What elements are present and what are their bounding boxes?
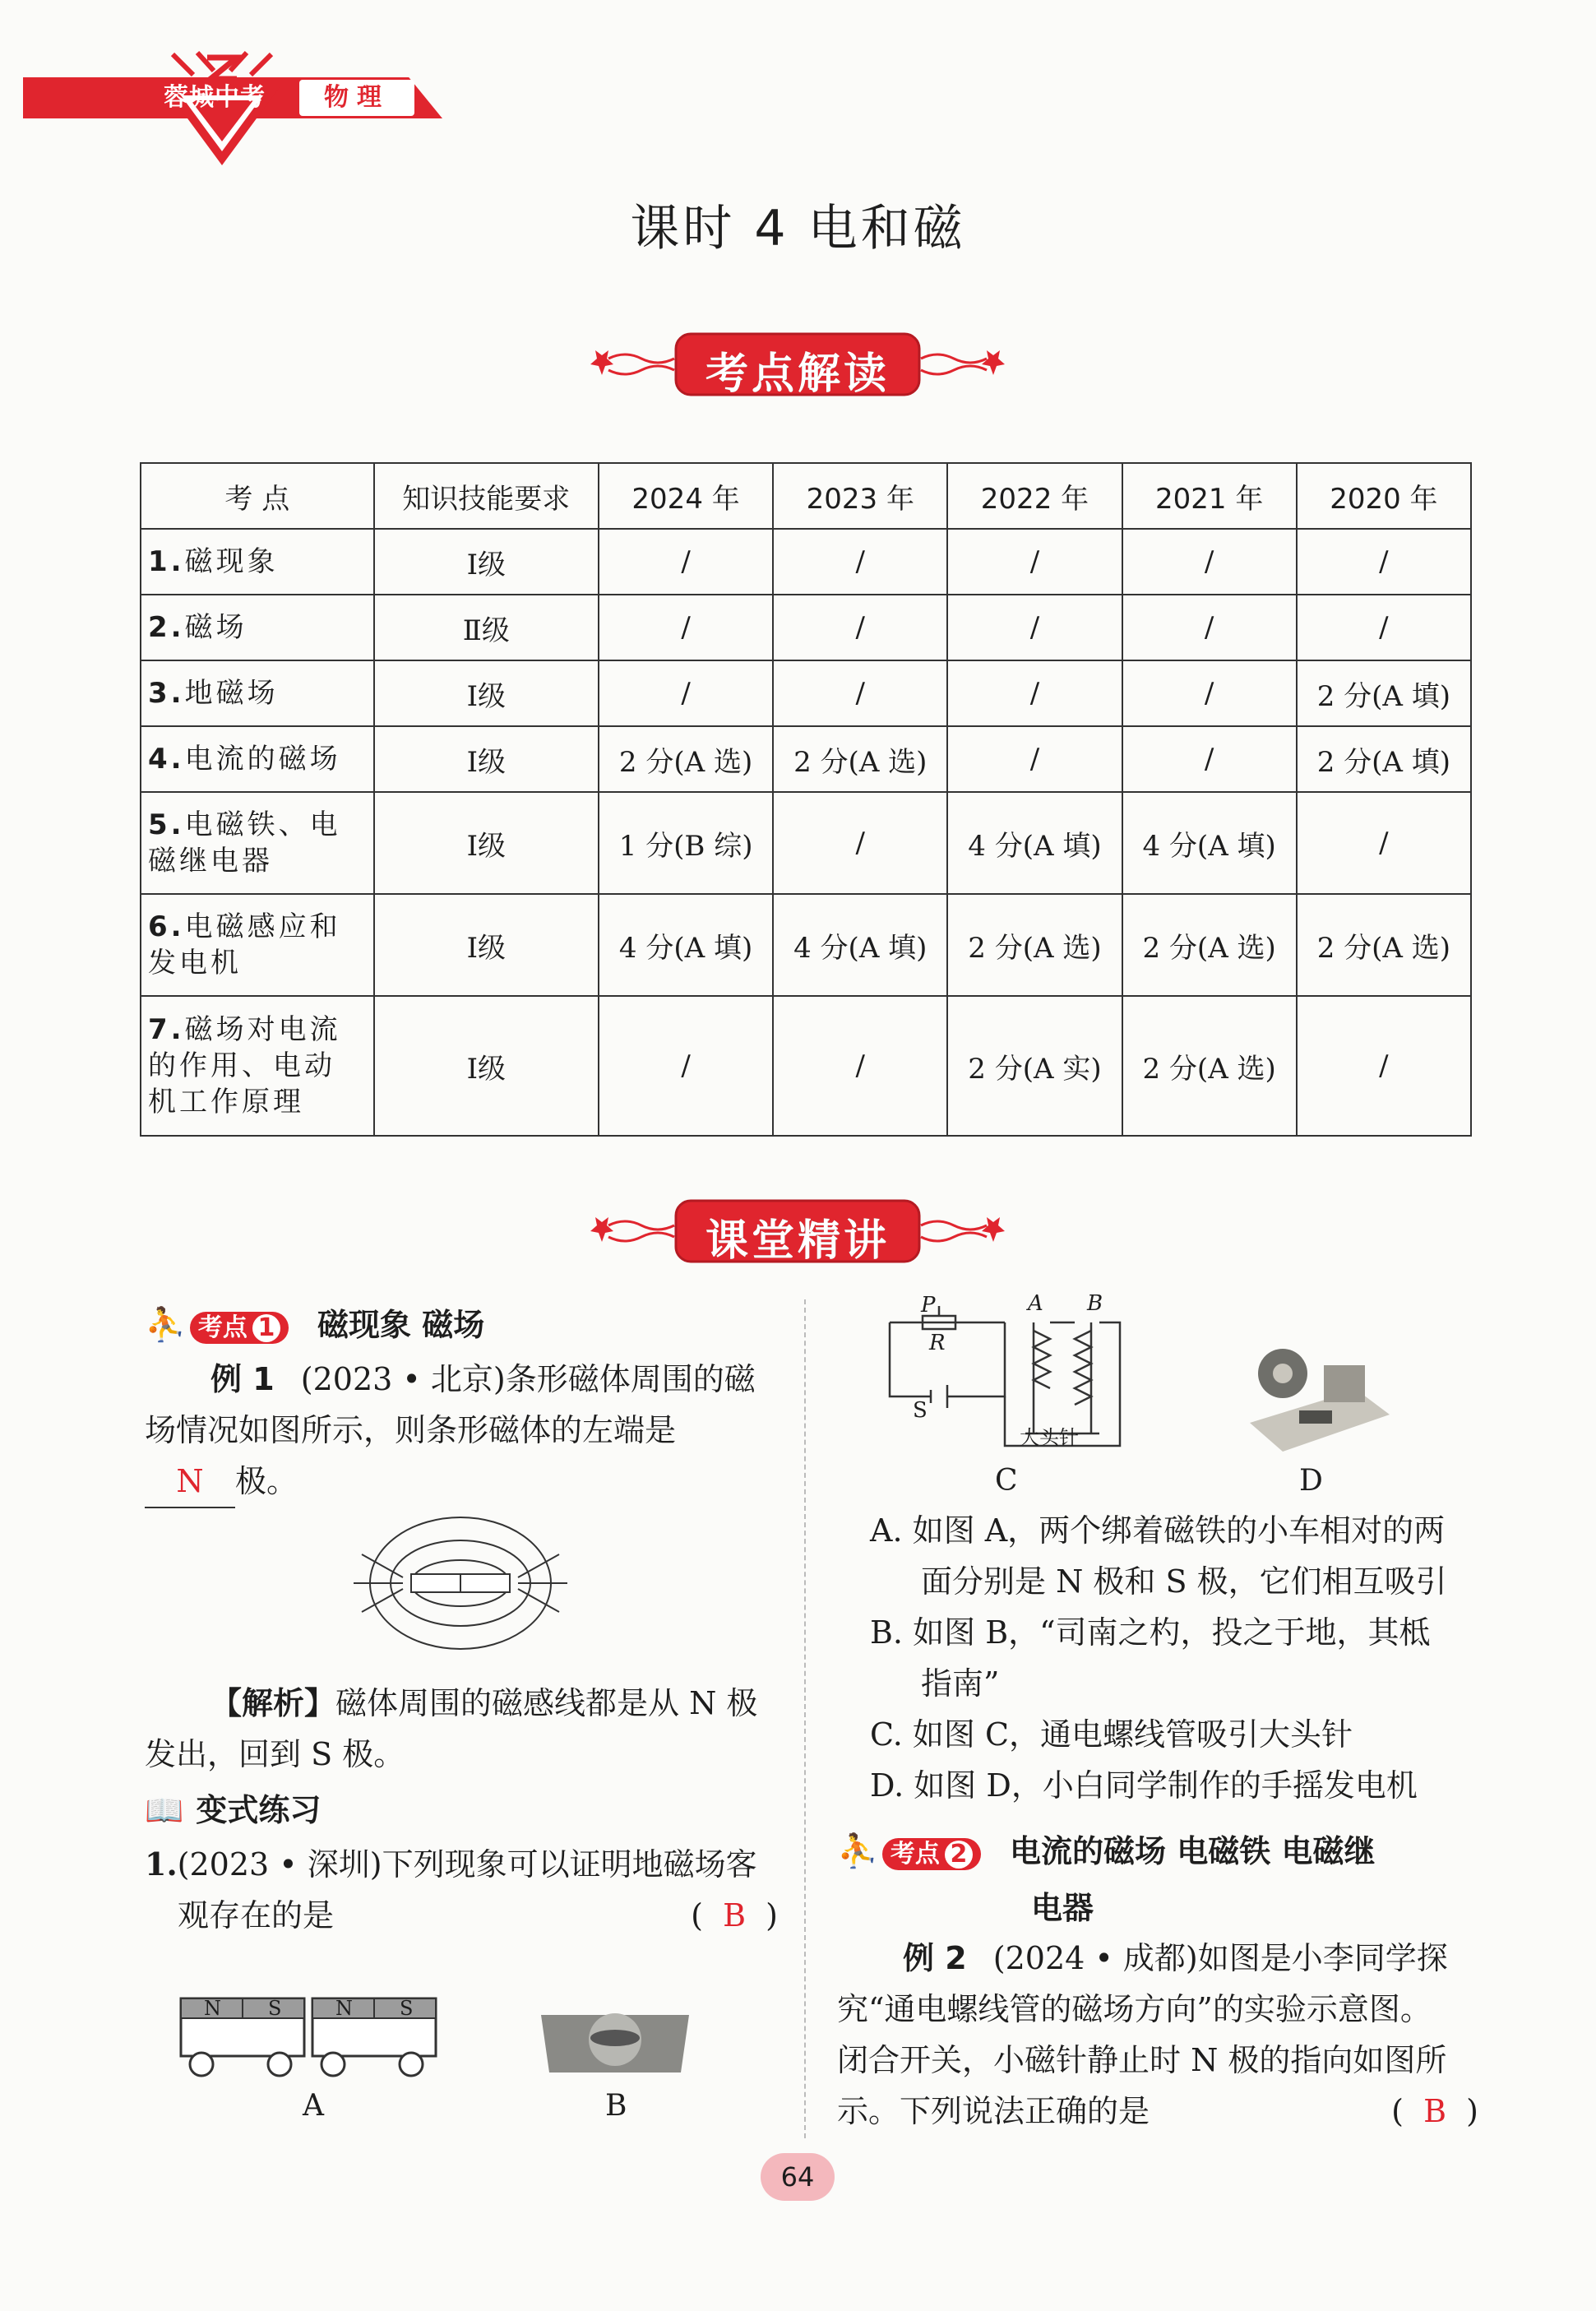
year-score-cell: / <box>599 529 773 595</box>
option-b <box>870 1607 1478 1658</box>
example-2-answer-bracket: ( B ) <box>1391 2093 1478 2129</box>
year-score-cell: / <box>1297 792 1471 894</box>
practice-title: 变式练习 <box>196 1792 322 1828</box>
year-score-cell: 4 分(A 填) <box>773 894 947 996</box>
bar-magnet-field-figure <box>354 1505 567 1661</box>
section-title-exam-points: 考点解读 <box>705 350 890 399</box>
example-1-source: (2023 • 北京) <box>300 1361 506 1397</box>
option-d-line1: 如图 D，小白同学制作的手摇发电机 <box>914 1767 1418 1804</box>
kaodian-person-icon: ⛹ <box>837 1832 878 1870</box>
kaodian-1-heading <box>145 1299 484 1345</box>
table-header-cell: 2024 年 <box>599 463 773 529</box>
circuit-r-label: R <box>929 1331 946 1355</box>
table-row <box>141 894 1471 996</box>
lesson-title: 课时 4 电和磁 <box>630 200 966 257</box>
year-score-cell: / <box>1297 996 1471 1136</box>
table-header-cell: 2022 年 <box>947 463 1122 529</box>
skill-level-cell: Ⅰ级 <box>374 792 599 894</box>
practice-question-1 <box>145 1839 778 1941</box>
year-score-cell: / <box>947 595 1122 660</box>
option-a-line2: 面分别是 N 极和 S 极，它们相互吸引 <box>921 1563 1447 1600</box>
example-1-text-a: 条形磁体周围的磁 <box>505 1361 756 1397</box>
page-number: 64 <box>761 2153 835 2201</box>
year-score-cell: 2 分(A 选) <box>1122 894 1297 996</box>
syllabus-table <box>140 462 1472 1137</box>
topic-name: 电流的磁场 <box>184 743 341 776</box>
coil-b-label: B <box>1087 1291 1103 1316</box>
section-banner-class-lecture <box>576 1194 1020 1268</box>
analysis-text-a: 磁体周围的磁感线都是从 N 极 <box>335 1685 758 1721</box>
table-header-cell: 考 点 <box>141 463 374 529</box>
example-2-line3: 闭合开关，小磁针静止时 N 极的指向如图所 <box>837 2042 1447 2078</box>
table-row <box>141 996 1471 1136</box>
kaodian-badge-label: 考点 <box>890 1840 940 1869</box>
skill-level-cell: Ⅰ级 <box>374 529 599 595</box>
option-d-key: D. <box>870 1767 904 1804</box>
year-score-cell: 2 分(A 填) <box>1297 726 1471 792</box>
topic-number: 4. <box>148 743 185 776</box>
circuit-s-label: S <box>913 1398 928 1423</box>
topic-number: 1. <box>148 545 185 578</box>
year-score-cell: / <box>1122 660 1297 726</box>
topic-cell <box>141 792 374 894</box>
example-2-answer: B <box>1423 2093 1447 2129</box>
brand-name: 蓉城中考 <box>164 83 266 112</box>
example-2-line1: 如图是小李同学探 <box>1197 1940 1448 1976</box>
example-1-label: 例 1 <box>210 1361 275 1397</box>
analysis-label: 【解析】 <box>210 1685 336 1721</box>
year-score-cell: / <box>947 660 1122 726</box>
pins-label: 大头针 <box>1020 1426 1079 1449</box>
example-2-line4: 示。下列说法正确的是 <box>837 2093 1150 2129</box>
topic-cell <box>141 726 374 792</box>
year-score-cell: / <box>599 660 773 726</box>
option-c <box>870 1709 1478 1760</box>
table-row <box>141 660 1471 726</box>
figure-d-label: D <box>1299 1464 1323 1498</box>
example-2-source: (2024 • 成都) <box>992 1940 1198 1976</box>
book-pen-icon: 📖 <box>145 1792 184 1828</box>
cart-1-s-pole: S <box>268 1997 282 2020</box>
table-header-row <box>141 463 1471 529</box>
figure-b-label: B <box>605 2089 627 2123</box>
year-score-cell: / <box>599 595 773 660</box>
year-score-cell: 2 分(A 选) <box>1297 894 1471 996</box>
topic-name: 电磁铁、电磁继电器 <box>148 808 341 878</box>
subject-tag: 物理 <box>299 80 414 116</box>
option-c-key: C. <box>870 1716 903 1753</box>
figure-c-label: C <box>995 1464 1018 1498</box>
topic-number: 5. <box>148 808 185 841</box>
section-banner-exam-points <box>576 327 1020 401</box>
kaodian-1-title: 磁现象 磁场 <box>317 1307 485 1343</box>
year-score-cell: 2 分(A 选) <box>947 894 1122 996</box>
topic-name: 地磁场 <box>184 677 279 710</box>
figure-a-label: A <box>303 2089 324 2123</box>
year-score-cell: / <box>773 595 947 660</box>
figure-b-sinan-compass <box>533 1982 697 2081</box>
year-score-cell: / <box>773 660 947 726</box>
coil-a-label: A <box>1028 1291 1043 1316</box>
topic-number: 2. <box>148 611 185 644</box>
topic-name: 电磁感应和发电机 <box>148 910 341 980</box>
year-score-cell: / <box>1297 529 1471 595</box>
kaodian-2-heading <box>837 1826 1478 1928</box>
skill-level-cell: Ⅰ级 <box>374 894 599 996</box>
year-score-cell: 2 分(A 选) <box>773 726 947 792</box>
analysis-text-b: 发出，回到 S 极。 <box>145 1736 405 1772</box>
kaodian-badge-number: 1 <box>252 1314 280 1342</box>
example-1-text-b: 场情况如图所示，则条形磁体的左端是 <box>145 1412 677 1448</box>
question-1-text-b: 观存在的是 <box>178 1897 335 1934</box>
kaodian-person-icon: ⛹ <box>145 1306 186 1344</box>
topic-cell <box>141 996 374 1136</box>
year-score-cell: / <box>773 996 947 1136</box>
year-score-cell: / <box>1297 595 1471 660</box>
year-score-cell: 2 分(A 实) <box>947 996 1122 1136</box>
year-score-cell: / <box>773 792 947 894</box>
year-score-cell: / <box>1122 595 1297 660</box>
kaodian-badge-number: 2 <box>945 1841 973 1869</box>
option-b-line1: 如图 B，“司南之杓，投之于地，其柢 <box>913 1614 1431 1651</box>
table-row <box>141 726 1471 792</box>
cart-1-n-pole: N <box>204 1997 221 2020</box>
topic-number: 7. <box>148 1013 185 1046</box>
year-score-cell: 2 分(A 填) <box>1297 660 1471 726</box>
year-score-cell: / <box>1122 529 1297 595</box>
table-row <box>141 792 1471 894</box>
year-score-cell: 4 分(A 填) <box>1122 792 1297 894</box>
figure-d-hand-generator <box>1233 1332 1398 1464</box>
table-body <box>141 529 1471 1136</box>
kaodian-2-title-a: 电流的磁场 电磁铁 电磁继 <box>1010 1833 1376 1869</box>
table-row <box>141 529 1471 595</box>
column-divider <box>804 1299 806 2138</box>
cart-2-n-pole: N <box>335 1997 353 2020</box>
topic-name: 磁现象 <box>184 545 279 578</box>
year-score-cell: / <box>1122 726 1297 792</box>
kaodian-badge <box>190 1312 289 1344</box>
table-header-cell: 知识技能要求 <box>374 463 599 529</box>
kaodian-badge <box>882 1838 981 1870</box>
question-1-source: (2023 • 深圳) <box>177 1846 382 1883</box>
year-score-cell: 1 分(B 综) <box>599 792 773 894</box>
kaodian-badge-label: 考点 <box>197 1313 247 1342</box>
example-1-analysis <box>145 1678 778 1780</box>
year-score-cell: / <box>599 996 773 1136</box>
topic-cell <box>141 595 374 660</box>
year-score-cell: / <box>947 529 1122 595</box>
section-title-class-lecture: 课堂精讲 <box>705 1216 890 1266</box>
year-score-cell: / <box>947 726 1122 792</box>
cart-2-s-pole: S <box>400 1997 414 2020</box>
example-2-line2: 究“通电螺线管的磁场方向”的实验示意图。 <box>837 1991 1432 2027</box>
question-1-answer: B <box>723 1897 747 1934</box>
option-c-line1: 如图 C，通电螺线管吸引大头针 <box>912 1716 1353 1753</box>
example-1-text-c: 极。 <box>235 1463 298 1499</box>
example-1 <box>145 1354 778 1508</box>
kaodian-2-title-b: 电器 <box>1031 1890 1094 1926</box>
topic-number: 3. <box>148 677 185 710</box>
question-1-answer-bracket: ( B ) <box>691 1897 778 1934</box>
option-a <box>870 1505 1478 1556</box>
example-2 <box>837 1933 1478 2137</box>
topic-name: 磁场对电流的作用、电动机工作原理 <box>148 1013 341 1118</box>
option-b-key: B. <box>870 1614 904 1651</box>
skill-level-cell: Ⅰ级 <box>374 660 599 726</box>
example-1-answer: N <box>145 1456 235 1508</box>
practice-heading <box>145 1785 321 1830</box>
question-1-number: 1. <box>145 1846 178 1883</box>
table-header-cell: 2021 年 <box>1122 463 1297 529</box>
table-header-cell: 2023 年 <box>773 463 947 529</box>
option-a-line1: 如图 A，两个绑着磁铁的小车相对的两 <box>912 1512 1446 1549</box>
table-row <box>141 595 1471 660</box>
figure-c-solenoid-circuit <box>881 1298 1145 1462</box>
option-b-line2: 指南” <box>921 1665 1000 1702</box>
option-d <box>870 1760 1478 1811</box>
topic-cell <box>141 660 374 726</box>
year-score-cell: 4 分(A 填) <box>947 792 1122 894</box>
skill-level-cell: Ⅱ级 <box>374 595 599 660</box>
year-score-cell: / <box>773 529 947 595</box>
example-2-label: 例 2 <box>903 1940 967 1976</box>
topic-cell <box>141 529 374 595</box>
circuit-p-label: P <box>921 1293 936 1318</box>
question-1-options <box>870 1505 1478 1811</box>
topic-number: 6. <box>148 910 185 943</box>
topic-cell <box>141 894 374 996</box>
skill-level-cell: Ⅰ级 <box>374 726 599 792</box>
year-score-cell: 4 分(A 填) <box>599 894 773 996</box>
option-a-key: A. <box>870 1512 903 1549</box>
year-score-cell: 2 分(A 选) <box>599 726 773 792</box>
table-header-cell: 2020 年 <box>1297 463 1471 529</box>
skill-level-cell: Ⅰ级 <box>374 996 599 1136</box>
year-score-cell: 2 分(A 选) <box>1122 996 1297 1136</box>
topic-name: 磁场 <box>184 611 247 644</box>
question-1-text-a: 下列现象可以证明地磁场客 <box>382 1846 757 1883</box>
